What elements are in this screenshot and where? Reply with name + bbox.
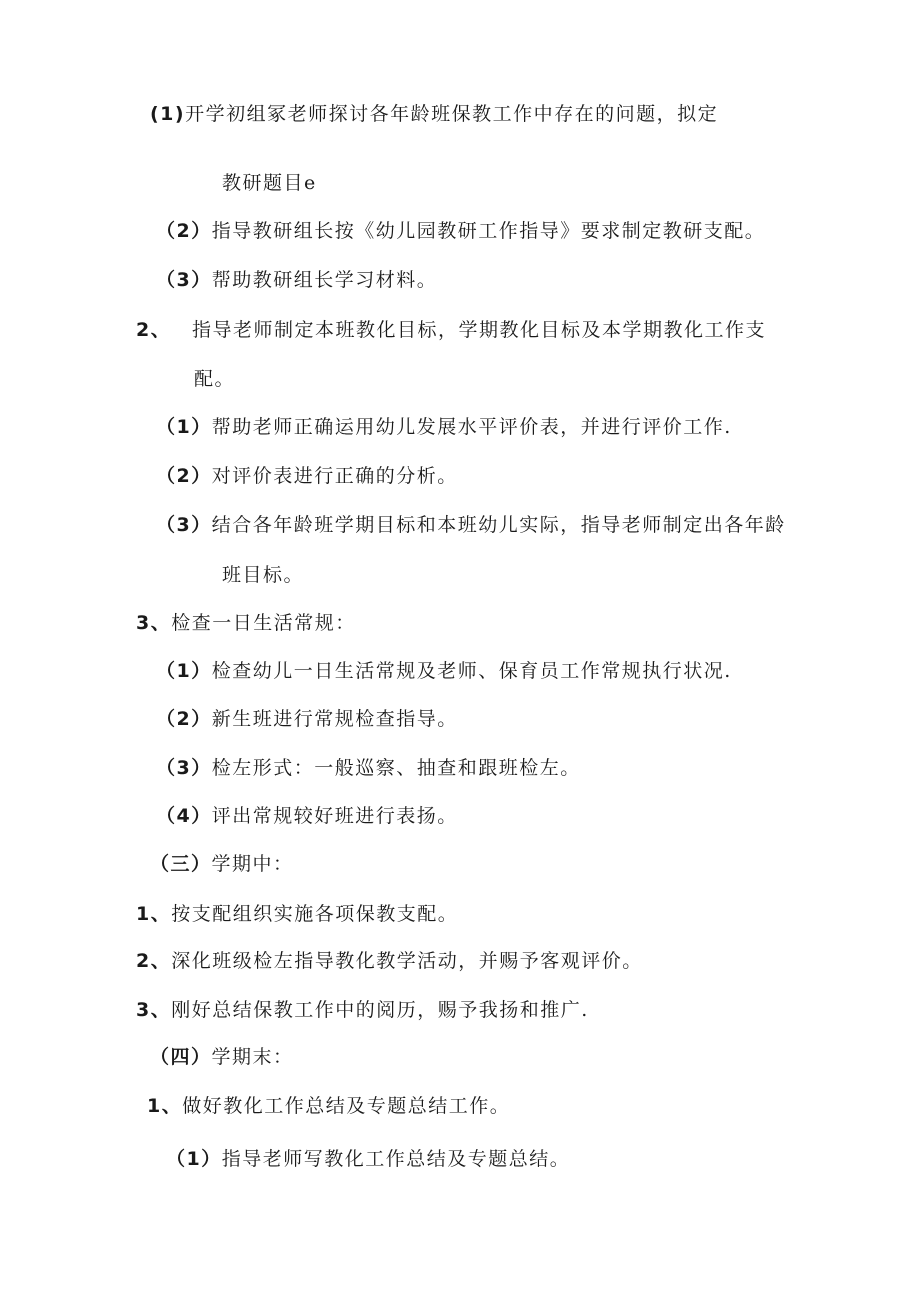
line-text: 刚好总结保教工作中的阅历，赐予我扬和推广. [171,999,589,1021]
line-text: 学期中： [211,853,294,875]
line-text: 对评价表进行正确的分析。 [211,465,458,487]
item-marker: 1、 [136,903,172,925]
line-text: 开学初组冢老师探讨各年龄班保教工作中存在的问题，拟定 [185,103,719,125]
item-marker: （3） [156,757,212,779]
paragraph-line [147,1093,510,1119]
line-text: 结合各年龄班学期目标和本班幼儿实际，指导老师制定出各年龄 [211,514,786,536]
paragraph-line [136,997,589,1023]
item-marker: 1、 [147,1095,183,1117]
line-text: 指导老师制定本班教化目标，学期教化目标及本学期教化工作支 [192,319,767,341]
line-text: 检查幼儿一日生活常规及老师、保育员工作常规执行状况. [211,660,732,682]
paragraph-line [156,755,581,781]
item-marker: (1) [150,103,186,125]
paragraph-line [156,267,437,293]
item-marker: （1） [166,1148,222,1170]
item-marker: （1） [156,660,212,682]
line-text: 做好教化工作总结及专题总结工作。 [182,1095,511,1117]
line-text: 学期末： [211,1046,294,1068]
item-marker: 3、 [136,612,172,634]
item-marker: 2、 [136,319,172,341]
paragraph-line [156,658,732,684]
line-text: 配。 [194,368,236,390]
item-marker: （3） [156,514,212,536]
paragraph-line [150,1044,294,1070]
item-marker: （三） [150,853,212,875]
paragraph-line [156,706,458,732]
paragraph-line [194,366,235,392]
line-text: 按支配组织实施各项保教支配。 [171,903,459,925]
item-marker: 3、 [136,999,172,1021]
paragraph-line [156,218,765,244]
item-marker: （2） [156,220,212,242]
item-marker: （四） [150,1046,212,1068]
line-text: 检查一日生活常规： [171,612,356,634]
line-text: 检左形式：一般巡察、抽查和跟班检左。 [211,757,581,779]
paragraph-line [136,948,643,974]
line-text: 帮助教研组长学习材料。 [211,269,438,291]
line-text: 深化班级检左指导教化教学活动，并赐予客观评价。 [171,950,643,972]
line-text: 帮助老师正确运用幼儿发展水平评价表，并进行评价工作. [211,416,732,438]
line-text: 评出常规较好班进行表扬。 [211,805,458,827]
paragraph-line [156,803,458,829]
item-marker: （3） [156,269,212,291]
paragraph-line [136,901,458,927]
line-text: 新生班进行常规检查指导。 [211,708,458,730]
item-marker: （2） [156,465,212,487]
paragraph-line [136,610,356,636]
item-marker: （4） [156,805,212,827]
line-text: 指导老师写教化工作总结及专题总结。 [221,1148,571,1170]
item-marker: （1） [156,416,212,438]
paragraph-line [156,414,732,440]
paragraph-line [222,562,304,588]
item-marker: （2） [156,708,212,730]
paragraph-line [166,1146,570,1172]
item-marker: 2、 [136,950,172,972]
paragraph-line [150,101,718,127]
paragraph-line [150,851,294,877]
paragraph-line [222,170,317,196]
line-text: 指导教研组长按《幼儿园教研工作指导》要求制定教研支配。 [211,220,766,242]
paragraph-line [156,512,786,538]
paragraph-line [136,317,766,343]
line-text: 教研题目e [222,172,317,194]
paragraph-line [156,463,458,489]
line-text: 班目标。 [222,564,305,586]
